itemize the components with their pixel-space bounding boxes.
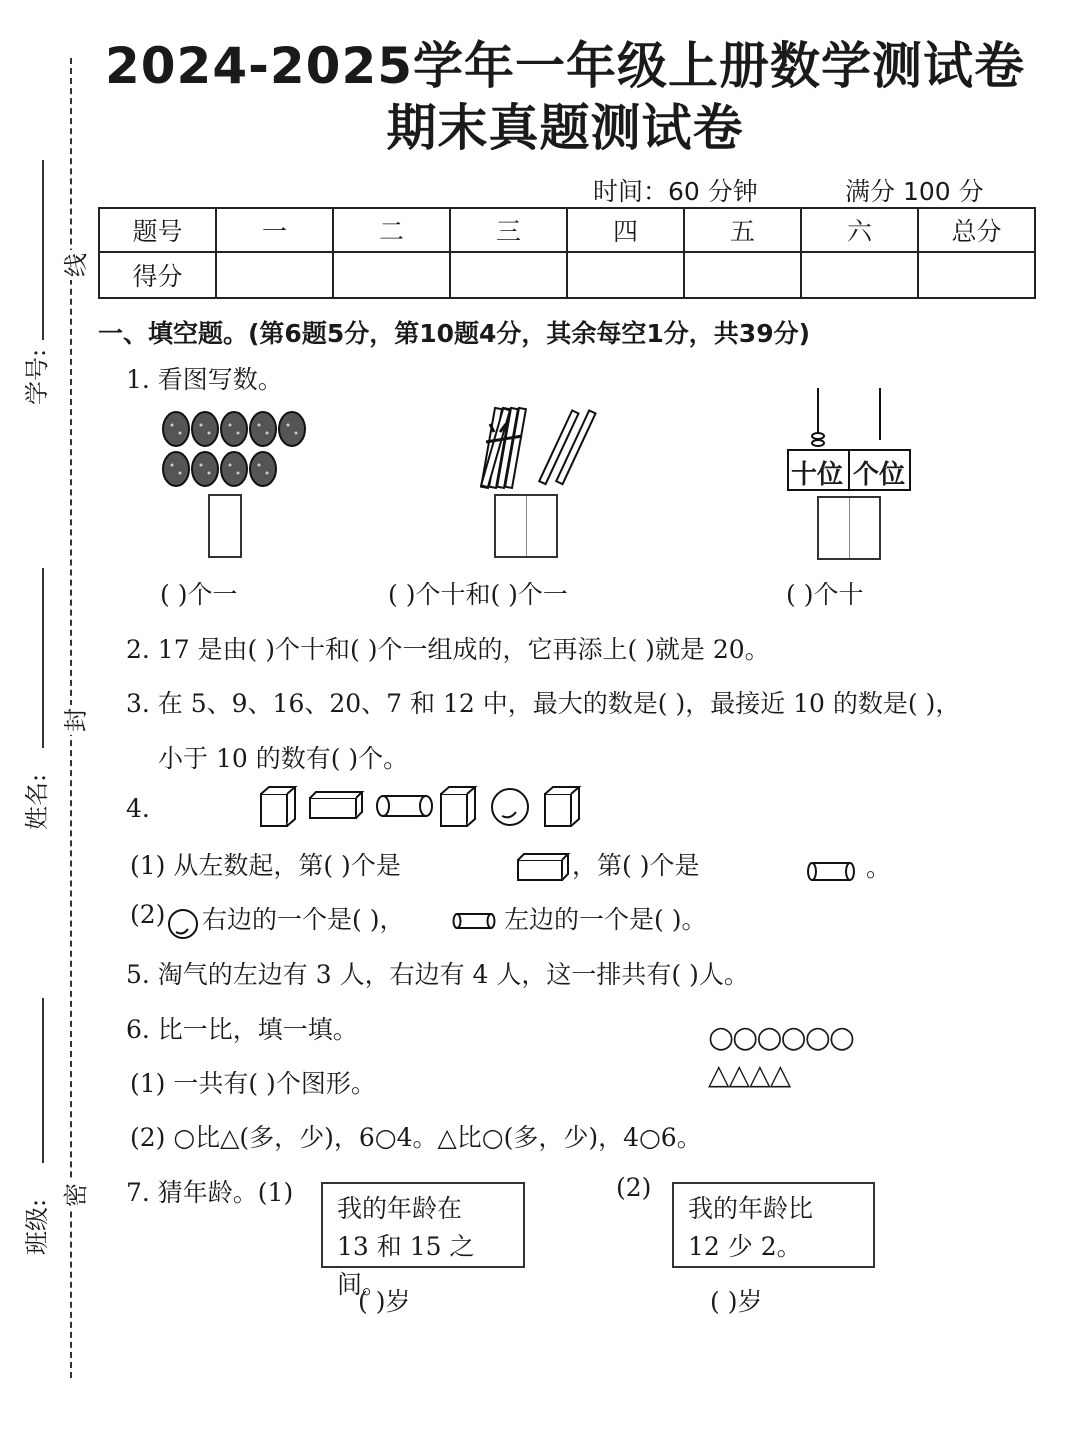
section1-heading: 一、填空题。(第6题5分，第10题4分，其余每空1分，共39分) xyxy=(98,319,811,348)
q1a-label: ( )个一 xyxy=(160,580,238,609)
q3-text-line2: 小于 10 的数有( )个。 xyxy=(158,744,409,773)
q6-circles: ○○○○○○ xyxy=(708,1020,854,1055)
q1b-label: ( )个十和( )个一 xyxy=(388,580,568,609)
seal-xian: 线 xyxy=(56,250,86,280)
cuboid-icon xyxy=(516,852,572,884)
q7-answer1: ( )岁 xyxy=(358,1287,411,1316)
student-id-label: 学号: xyxy=(23,348,51,405)
score-cell[interactable] xyxy=(333,252,450,298)
score-cell[interactable] xyxy=(450,252,567,298)
score-cell[interactable] xyxy=(684,252,801,298)
q7-text: 7. 猜年龄。(1) xyxy=(126,1178,294,1207)
exam-title-line1: 2024-2025学年一年级上册数学测试卷 xyxy=(104,37,1026,95)
score-table-header: 三 xyxy=(450,208,567,252)
q1c-answer-box[interactable] xyxy=(817,496,881,560)
cylinder-icon xyxy=(806,860,856,884)
q4-number: 4. xyxy=(126,794,150,823)
q7-bubble2 xyxy=(672,1182,875,1268)
score-cell[interactable] xyxy=(918,252,1035,298)
name-line xyxy=(42,568,44,748)
score-table-header: 一 xyxy=(216,208,333,252)
q4-shapes-row xyxy=(258,784,583,829)
q1b-answer-box[interactable] xyxy=(494,494,558,558)
q2-text: 2. 17 是由( )个十和( )个一组成的，它再添上( )就是 20。 xyxy=(126,635,770,664)
q6-sub2: (2) ○比△(多，少)，6○4。△比○(多，少)，4○6。 xyxy=(130,1123,702,1152)
score-table-header: 总分 xyxy=(918,208,1035,252)
q6-sub1: (1) 一共有( )个图形。 xyxy=(130,1069,376,1098)
seal-feng: 封 xyxy=(56,705,86,735)
q7-answer2: ( )岁 xyxy=(710,1287,763,1316)
q6-text: 6. 比一比，填一填。 xyxy=(126,1015,358,1044)
score-table-score-row xyxy=(99,252,1035,298)
q4-sub2-part1: (2) xyxy=(130,900,166,929)
q4-sub1-part3: 。 xyxy=(866,853,892,882)
q3-text-line1: 3. 在 5、9、16、20、7 和 12 中，最大的数是( )，最接近 10 的数是( )， xyxy=(126,689,961,718)
q1-text: 1. 看图写数。 xyxy=(126,365,283,394)
q1a-answer-box[interactable] xyxy=(208,494,242,558)
name-label: 姓名: xyxy=(23,773,51,830)
q4-sub2-part2: 右边的一个是( )， xyxy=(202,905,405,934)
score-table-header: 四 xyxy=(567,208,684,252)
score-table-header: 五 xyxy=(684,208,801,252)
score-table-header: 二 xyxy=(333,208,450,252)
sticks-bundle-image xyxy=(480,402,600,494)
class-line xyxy=(42,998,44,1163)
q5-text: 5. 淘气的左边有 3 人，右边有 4 人，这一排共有( )人。 xyxy=(126,960,749,989)
q7-bubble1-line2: 13 和 15 之间。 xyxy=(337,1232,475,1299)
q7-bubble1-line1: 我的年龄在 xyxy=(337,1194,463,1223)
score-table xyxy=(98,207,1036,299)
q7-bubble2-line1: 我的年龄比 xyxy=(688,1194,814,1223)
time-info: 时间：60 分钟 xyxy=(593,177,758,206)
seal-mi: 密 xyxy=(56,1180,86,1210)
q6-triangles: △△△△ xyxy=(708,1058,791,1091)
q4-sub2-part3: 左边的一个是( )。 xyxy=(504,905,707,934)
score-table-header: 题号 xyxy=(99,208,216,252)
score-table-header-row xyxy=(99,208,1035,252)
q1c-label: ( )个十 xyxy=(786,580,864,609)
class-label: 班级: xyxy=(23,1198,51,1255)
q7-bubble2-line2: 12 少 2。 xyxy=(688,1232,802,1261)
q7-bubble1 xyxy=(321,1182,525,1299)
score-cell[interactable] xyxy=(216,252,333,298)
q4-sub1-part2: ，第( )个是 xyxy=(572,851,700,880)
cylinder-icon xyxy=(452,912,496,932)
score-info: 满分 100 分 xyxy=(845,177,984,206)
q4-sub1-part1: (1) 从左数起，第( )个是 xyxy=(130,851,401,880)
strawberries-image xyxy=(160,405,310,490)
abacus-tens-label: 十位 xyxy=(791,460,844,490)
q7-sub2-label: (2) xyxy=(616,1173,652,1202)
score-row-label: 得分 xyxy=(99,252,216,298)
score-table-header: 六 xyxy=(801,208,918,252)
score-cell[interactable] xyxy=(567,252,684,298)
exam-title-line2: 期末真题测试卷 xyxy=(386,99,744,157)
abacus-ones-label: 个位 xyxy=(853,460,906,490)
student-id-line xyxy=(42,160,44,340)
sphere-icon xyxy=(168,906,200,942)
score-cell[interactable] xyxy=(801,252,918,298)
